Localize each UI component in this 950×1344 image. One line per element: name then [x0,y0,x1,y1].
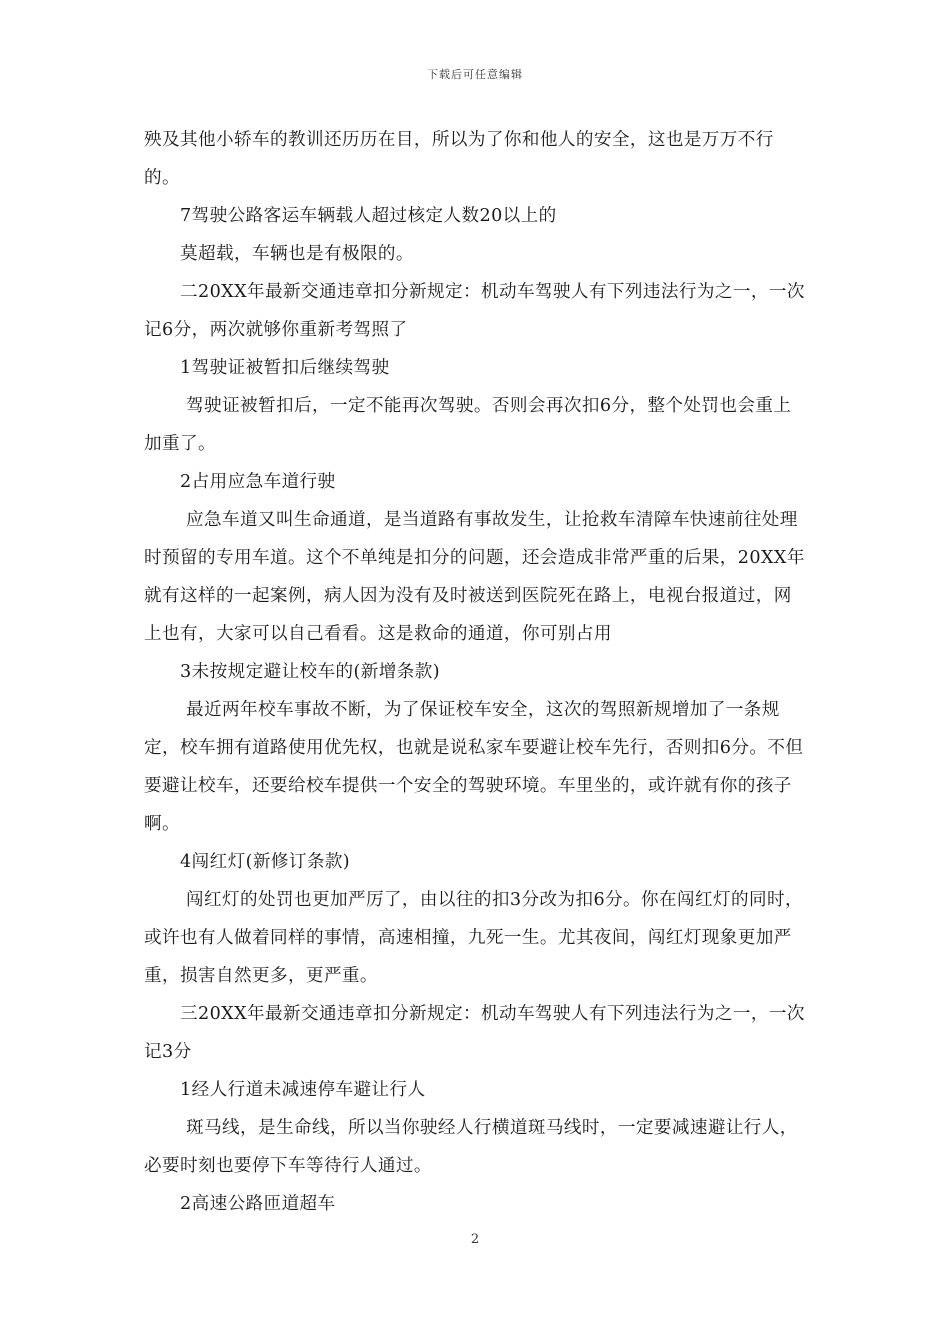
section-item-heading: 7驾驶公路客运车辆载人超过核定人数20以上的 [180,206,557,226]
page-number: 2 [470,1232,480,1247]
document-body [144,121,808,1223]
section-item-heading: 2占用应急车道行驶 [180,472,336,492]
section-item-heading: 1经人行道未减速停车避让行人 [180,1080,426,1100]
section-heading: 三20XX年最新交通违章扣分新规定：机动车驾驶人有下列违法行为之一，一次记3分 [144,1004,805,1062]
paragraph: 驾驶证被暂扣后，一定不能再次驾驶。否则会再次扣6分，整个处罚也会重上加重了。 [144,396,792,454]
paragraph: 应急车道又叫生命通道，是当道路有事故发生，让抢救车清障车快速前往处理时预留的专用车道。这个不单纯是扣分的问题，还会造成非常严重的后果，20XX年就有这样的一起案例，病人因为没有及时被送到医院死在路上，电视台报道过，网上也有，大家可以自己看看。这是救命的通道，你可别占用 [144,510,805,644]
paragraph: 莫超载，车辆也是有极限的。 [180,244,414,264]
section-item-heading: 2高速公路匝道超车 [180,1194,336,1214]
section-heading: 二20XX年最新交通违章扣分新规定：机动车驾驶人有下列违法行为之一，一次记6分，两次就够你重新考驾照了 [144,282,805,340]
paragraph: 斑马线，是生命线，所以当你驶经人行横道斑马线时，一定要减速避让行人，必要时刻也要停下车等待行人通过。 [144,1118,798,1176]
paragraph: 闯红灯的处罚也更加严厉了，由以往的扣3分改为扣6分。你在闯红灯的同时，或许也有人做着同样的事情，高速相撞，九死一生。尤其夜间，闯红灯现象更加严重，损害自然更多，更严重。 [144,890,803,986]
paragraph: 殃及其他小轿车的教训还历历在目，所以为了你和他人的安全，这也是万万不行的。 [144,130,774,188]
paragraph: 最近两年校车事故不断，为了保证校车安全，这次的驾照新规增加了一条规定，校车拥有道路使用优先权，也就是说私家车要避让校车先行，否则扣6分。不但要避让校车，还要给校车提供一个安全的驾驶环境。车里坐的，或许就有你的孩子啊。 [144,700,804,834]
page-header: 下载后可任意编辑 [427,68,523,81]
section-item-heading: 1驾驶证被暂扣后继续驾驶 [180,358,390,378]
section-item-heading: 4闯红灯(新修订条款) [180,852,351,872]
section-item-heading: 3未按规定避让校车的(新增条款) [180,662,441,682]
